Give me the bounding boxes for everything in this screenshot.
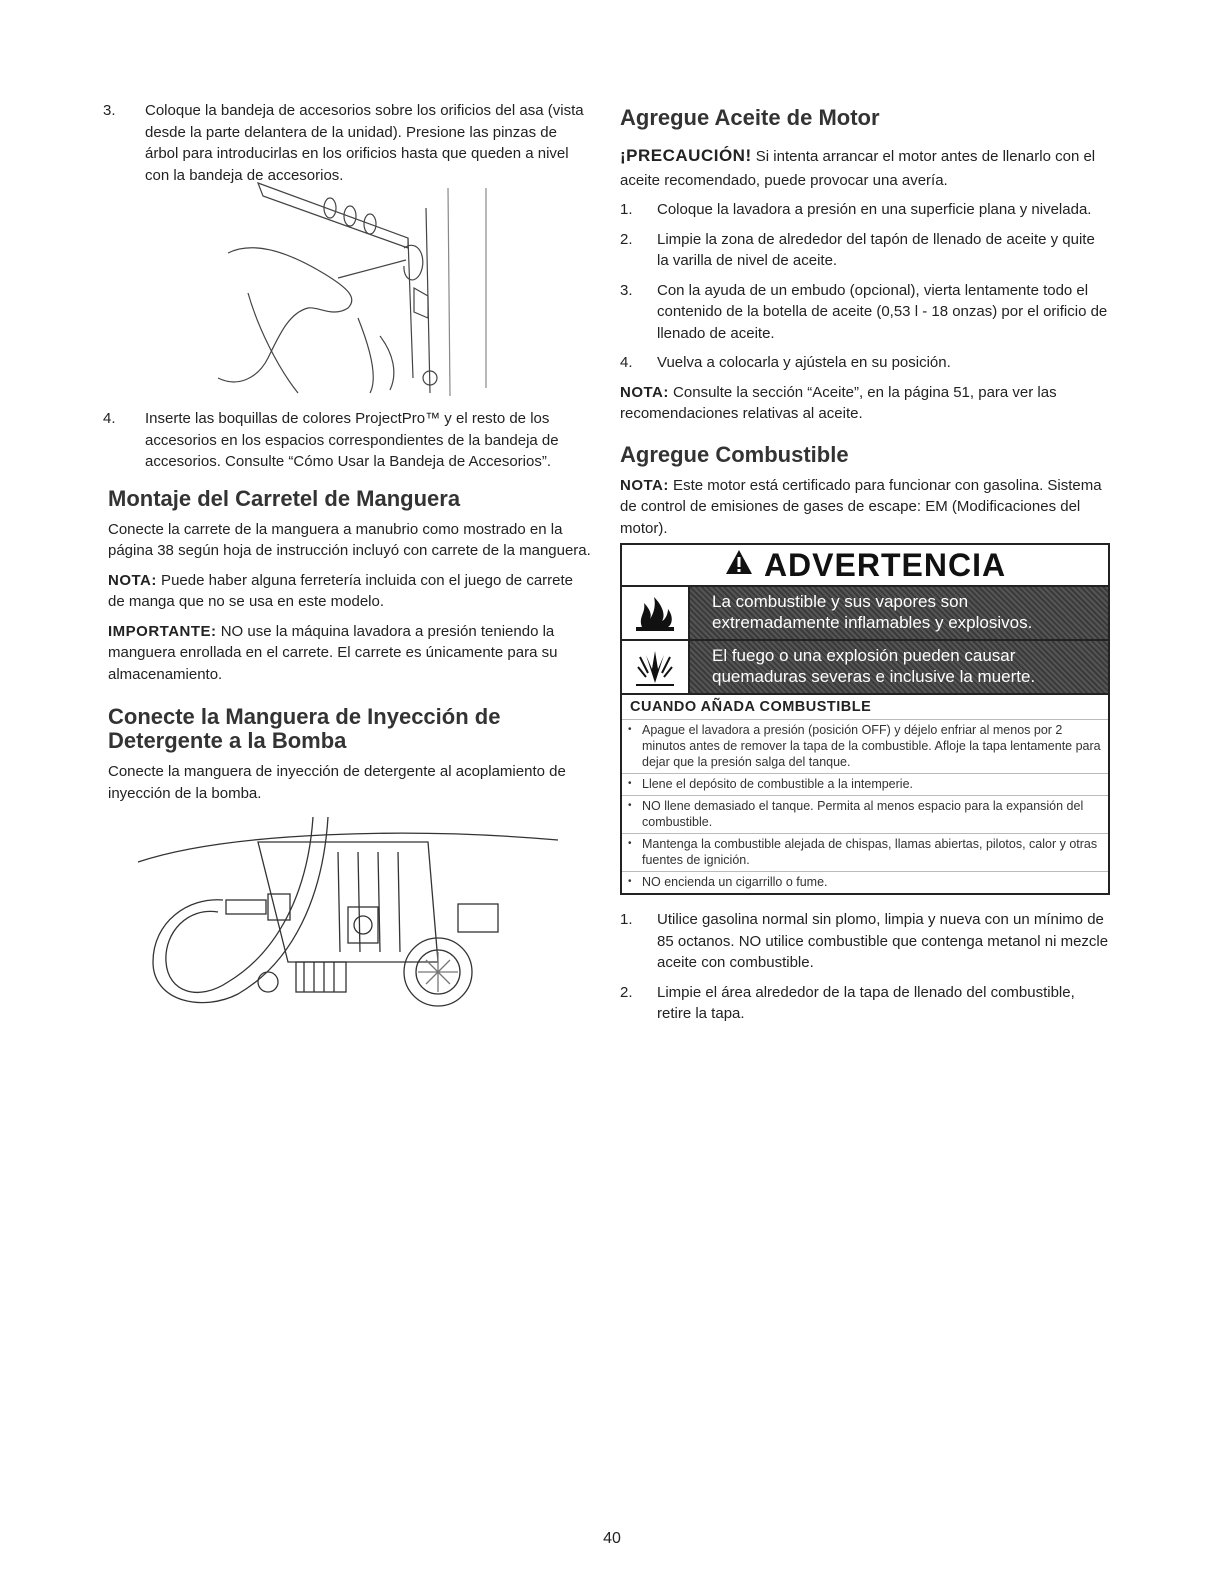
hazard-explosion bbox=[622, 639, 1108, 693]
oil-step: 4. Vuelva a colocarla y ajústela en su posición. bbox=[620, 354, 951, 371]
warning-header bbox=[622, 545, 1108, 585]
step-4: 4. Inserte las boquillas de colores ProjectPro™ y el resto de los accesorios en los espacios correspondientes de la bandeja de accesorios. Consulte “Cómo Usar la Bandeja de Accesorios”. bbox=[103, 410, 559, 470]
fuel-step: 2. Limpie el área alrededor de la tapa de llenado del combustible, retire la tapa. bbox=[620, 983, 1075, 1022]
fuel-step: 1. Utilice gasolina normal sin plomo, limpia y nueva con un mínimo de 85 octanos. NO utilice combustible que contenga metanol ni mezcle aceite con combustible. bbox=[620, 911, 1109, 971]
warning-title: ADVERTENCIA bbox=[763, 546, 1007, 583]
step-3-text: Coloque la bandeja de accesorios sobre los orificios del asa (vista desde la parte delantera de la unidad). Presione las pinzas de árbol para introducirlas en los orificios hasta que queden a nivel con la bandeja de accesorios. bbox=[145, 102, 584, 184]
reel-heading: Montaje del Carretel de Manguera bbox=[108, 485, 461, 511]
detergent-heading: Conecte la Manguera de Inyección de Detergente a la Bomba bbox=[108, 704, 501, 753]
explosion-icon bbox=[622, 641, 690, 693]
accessory-steps-b bbox=[103, 408, 592, 473]
fuel-heading: Agregue Combustible bbox=[620, 441, 849, 467]
warning-bullet: • Mantenga la combustible alejada de chispas, llamas abiertas, pilotos, calor y otras fuentes de ignición. bbox=[622, 833, 1108, 871]
reel-nota: NOTA: Puede haber alguna ferretería incluida con el juego de carrete de manga que no se usa en este modelo. bbox=[108, 571, 574, 610]
detergent-body: Conecte la manguera de inyección de detergente al acoplamiento de inyección de la bomba. bbox=[108, 763, 566, 802]
warning-bullet: • Llene el depósito de combustible a la intemperie. bbox=[622, 773, 1108, 795]
warning-bullet: • NO encienda un cigarrillo o fume. bbox=[622, 871, 1108, 893]
fire-icon bbox=[622, 587, 690, 639]
oil-step: 3. Con la ayuda de un embudo (opcional), vierta lentamente todo el contenido de la botella de aceite (0,53 l - 18 onzas) por el orificio de llenado de aceite. bbox=[620, 281, 1108, 342]
hazard-flammable bbox=[622, 585, 1108, 639]
step-4-text: Inserte las boquillas de colores ProjectPro™ y el resto de los accesorios en los espacios correspondientes de la bandeja de accesorios. Consulte “Cómo Usar la Bandeja de Accesorios”. bbox=[145, 410, 559, 470]
oil-caution: ¡PRECAUCIÓN! Si intenta arrancar el motor antes de llenarlo con el aceite recomendado, puede provocar una avería. bbox=[620, 146, 1096, 189]
warning-box bbox=[620, 543, 1110, 895]
oil-nota: NOTA: Consulte la sección “Aceite”, en la página 51, para ver las recomendaciones relativas al aceite. bbox=[620, 383, 1057, 422]
oil-heading: Agregue Aceite de Motor bbox=[620, 105, 880, 130]
warning-bullet: • NO llene demasiado el tanque. Permita al menos espacio para la expansión del combustible. bbox=[622, 795, 1108, 833]
oil-steps bbox=[620, 199, 1110, 374]
left-column bbox=[103, 100, 592, 1012]
oil-step: 2. Limpie la zona de alrededor del tapón de llenado de aceite y quite la varilla de nivel de aceite. bbox=[620, 230, 1095, 269]
warning-bullets bbox=[622, 719, 1108, 893]
warning-triangle-icon bbox=[724, 547, 754, 584]
accessory-tray-illustration bbox=[108, 178, 592, 398]
reel-importante: IMPORTANTE: NO use la máquina lavadora a presión teniendo la manguera enrollada en el carrete. El carrete es únicamente para su almacenamiento. bbox=[108, 622, 558, 683]
warning-bullet: • Apague el lavadora a presión (posición OFF) y déjelo enfriar al menos por 2 minutos antes de remover la tapa de la combustible. Afloje la tapa lentamente para dejar que la presión salga del tanque. bbox=[622, 719, 1108, 773]
right-column bbox=[620, 100, 1110, 1033]
hazard-text-1: La combustible y sus vapores son extremadamente inflamables y explosivos. bbox=[690, 587, 1108, 639]
page-number: 40 bbox=[603, 1530, 621, 1547]
oil-step: 1. Coloque la lavadora a presión en una superficie plana y nivelada. bbox=[620, 201, 1092, 218]
reel-body: Conecte la carrete de la manguera a manubrio como mostrado en la página 38 según hoja de instrucción incluyó con carrete de la manguera. bbox=[108, 520, 591, 559]
pump-illustration bbox=[108, 812, 592, 1012]
warning-subhead: CUANDO AÑADA COMBUSTIBLE bbox=[622, 693, 1108, 719]
hazard-text-2: El fuego o una explosión pueden causar quemaduras severas e inclusive la muerte. bbox=[690, 641, 1108, 693]
step-3: 3. Coloque la bandeja de accesorios sobre los orificios del asa (vista desde la parte delantera de la unidad). Presione las pinzas de árbol para introducirlas en los orificios hasta que queden a nivel con la bandeja de accesorios. bbox=[103, 102, 584, 184]
fuel-steps bbox=[620, 909, 1110, 1025]
fuel-nota: NOTA: Este motor está certificado para funcionar con gasolina. Sistema de control de emisiones de gases de escape: EM (Modificaciones del motor). bbox=[620, 476, 1102, 537]
accessory-steps-a bbox=[103, 100, 592, 186]
